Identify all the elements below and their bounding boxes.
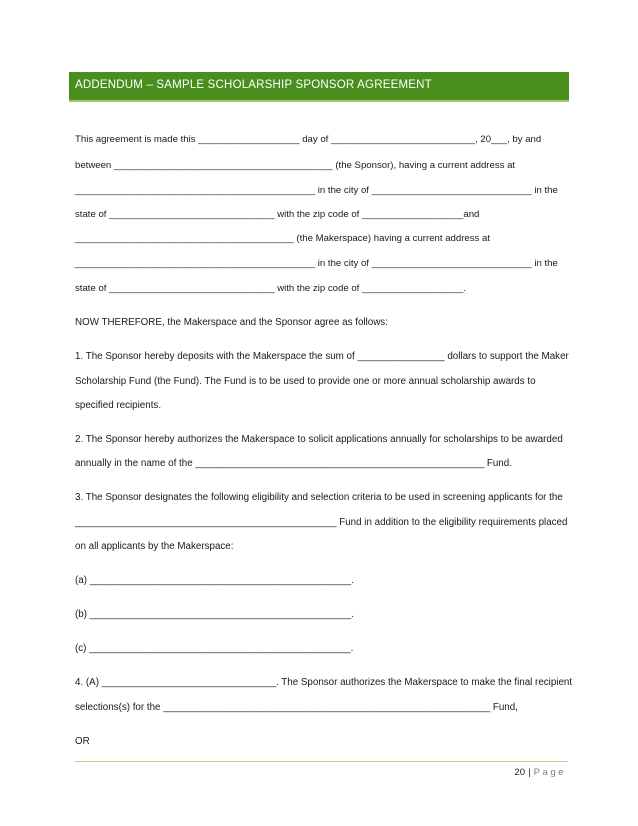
footer-separator: |	[528, 767, 531, 778]
clause-3-line: ________________________________________________ Fund in addition to the eligibility requirements placed	[75, 517, 568, 528]
page-number: 20	[514, 767, 526, 778]
page-footer	[514, 767, 566, 778]
clause-3-line: on all applicants by the Makerspace:	[75, 541, 234, 552]
page-label: Page	[533, 767, 566, 778]
agreement-line: state of _______________________________ with the zip code of ___________________and	[75, 209, 480, 220]
section-header-band	[69, 72, 569, 102]
clause-1-line: specified recipients.	[75, 400, 162, 411]
agreement-line: _____________________________________________ in the city of ______________________________ in the	[75, 185, 558, 196]
clause-2-line: annually in the name of the _____________________________________________________ Fund.	[75, 458, 512, 469]
clause-1-line: Scholarship Fund (the Fund). The Fund is to be used to provide one or more annual scholarship awards to	[75, 376, 536, 387]
clause-4-line: selections(s) for the ____________________________________________________________ Fund,	[75, 702, 518, 713]
criteria-a-line: (a) ________________________________________________.	[75, 575, 354, 586]
clause-3-line: 3. The Sponsor designates the following eligibility and selection criteria to be used in screening applicants for the	[75, 492, 563, 503]
agreement-line: This agreement is made this ___________________ day of ___________________________, 20___, by and	[75, 134, 542, 145]
criteria-b-line: (b) ________________________________________________.	[75, 609, 354, 620]
agreement-line: _________________________________________ (the Makerspace) having a current address at	[75, 233, 490, 244]
agreement-line: _____________________________________________ in the city of ______________________________ in the	[75, 258, 558, 269]
clause-4-line: 4. (A) ________________________________. The Sponsor authorizes the Makerspace to make the final recipient	[75, 677, 573, 688]
criteria-c-line: (c) ________________________________________________.	[75, 643, 354, 654]
clause-2-line: 2. The Sponsor hereby authorizes the Makerspace to solicit applications annually for scholarships to be awarded	[75, 434, 563, 445]
agreement-line: state of _______________________________ with the zip code of ___________________.	[75, 283, 467, 294]
or-line: OR	[75, 736, 90, 747]
clause-1-line: 1. The Sponsor hereby deposits with the Makerspace the sum of ________________ dollars to support the Maker	[75, 351, 569, 362]
now-therefore-heading: NOW THEREFORE, the Makerspace and the Sponsor agree as follows:	[75, 317, 388, 328]
section-title: ADDENDUM – SAMPLE SCHOLARSHIP SPONSOR AGREEMENT	[75, 79, 432, 91]
footer-divider	[75, 761, 568, 762]
agreement-line: between _________________________________________ (the Sponsor), having a current address at	[75, 160, 516, 171]
